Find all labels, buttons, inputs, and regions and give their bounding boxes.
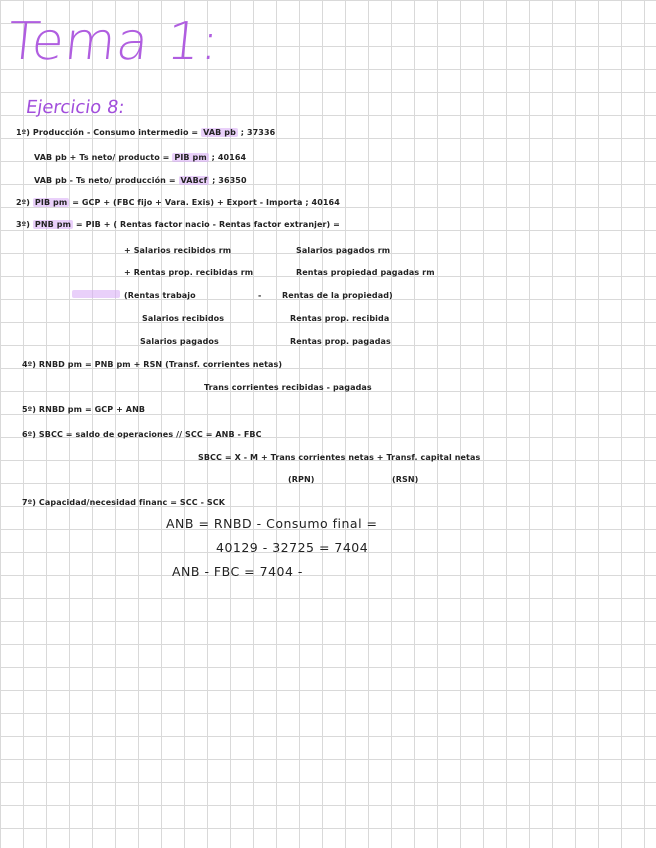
page-title: Tema 1:	[4, 12, 223, 72]
line-6-sbcc: 6º) SBCC = saldo de operaciones // SCC = ANB - FBC	[22, 430, 262, 439]
rentas-prop-pagadas-rm: Rentas propiedad pagadas rm	[296, 268, 435, 277]
rentas-prop-pagadas: Rentas prop. pagadas	[290, 337, 391, 346]
trans-corrientes: Trans corrientes recibidas - pagadas	[204, 383, 372, 392]
highlight-term: PIB pm	[34, 198, 68, 207]
line-1-production: 1º) Producción - Consumo intermedio = VAB pb ; 37336	[16, 128, 276, 137]
highlight-term: VABcf	[180, 176, 208, 185]
line-2-pib: 2º) PIB pm = GCP + (FBC fijo + Vara. Exis) + Export - Importa ; 40164	[16, 198, 340, 207]
rentas-propiedad: Rentas de la propiedad)	[282, 291, 393, 300]
minus-sign: -	[258, 291, 262, 300]
highlight-term: PIB pm	[174, 153, 207, 162]
salarios-recibidos: Salarios recibidos	[142, 314, 225, 323]
highlight-mark	[72, 290, 120, 298]
line-vab-cf: VAB pb - Ts neto/ producción = VABcf ; 36350	[34, 176, 247, 185]
anb-result: 40129 - 32725 = 7404	[216, 540, 369, 555]
highlight-term: VAB pb	[203, 128, 236, 137]
rentas-prop-recibida: Rentas prop. recibida	[290, 314, 390, 323]
line-5-rnbd: 5º) RNBD pm = GCP + ANB	[22, 405, 146, 414]
rentas-trabajo: (Rentas trabajo	[124, 291, 196, 300]
line-pib-pm: VAB pb + Ts neto/ producto = PIB pm ; 40164	[34, 153, 247, 162]
salarios-pagados-rm: Salarios pagados rm	[296, 246, 391, 255]
anb-fbc: ANB - FBC = 7404 -	[172, 564, 303, 579]
line-7-capacidad: 7º) Capacidad/necesidad financ = SCC - SCK	[22, 498, 226, 507]
rpn-label: (RPN)	[288, 475, 315, 484]
line-3-pnb: 3º) PNB pm = PIB + ( Rentas factor nacio - Rentas factor extranjer) =	[16, 220, 340, 229]
salarios-pagados: Salarios pagados	[140, 337, 219, 346]
salarios-recibidos-rm: + Salarios recibidos rm	[124, 246, 232, 255]
rsn-label: (RSN)	[392, 475, 419, 484]
line-4-rnbd: 4º) RNBD pm = PNB pm + RSN (Transf. corrientes netas)	[22, 360, 283, 369]
highlight-term: PNB pm	[34, 220, 72, 229]
sbcc-equation: SBCC = X - M + Trans corrientes netas + Transf. capital netas	[198, 453, 481, 462]
anb-equation: ANB = RNBD - Consumo final =	[166, 516, 378, 531]
exercise-title: Ejercicio 8:	[24, 97, 126, 118]
rentas-prop-recibidas-rm: + Rentas prop. recibidas rm	[124, 268, 254, 277]
